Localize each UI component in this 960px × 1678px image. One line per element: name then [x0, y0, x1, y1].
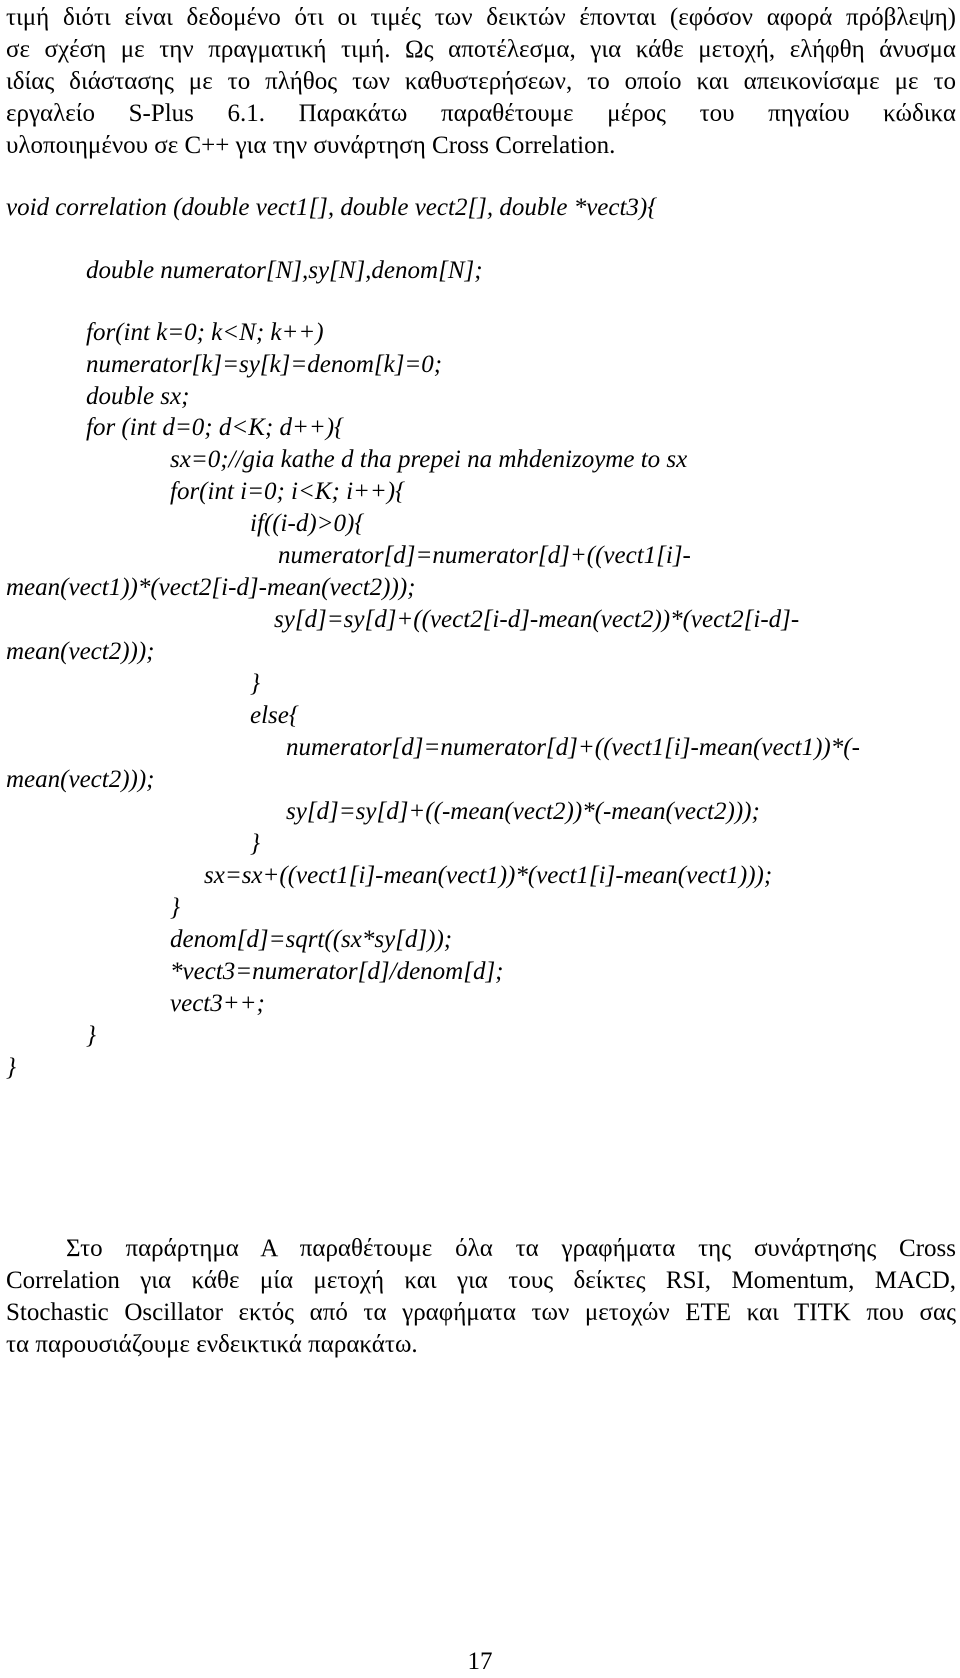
code-line: numerator[k]=sy[k]=denom[k]=0;: [86, 351, 443, 378]
intro-line: υλοποιημένου σε C++ για την συνάρτηση Cross Correlation.: [6, 132, 616, 159]
code-line: for(int i=0; i<K; i++){: [170, 478, 406, 505]
intro-line: τιμή διότι είναι δεδομένο ότι οι τιμές των δεικτών έπονται (εφόσον αφορά πρόβλεψη): [6, 4, 956, 31]
code-line: double numerator[N],sy[N],denom[N];: [86, 257, 483, 284]
code-line: sy[d]=sy[d]+((vect2[i-d]-mean(vect2))*(vect2[i-d]-: [274, 606, 800, 633]
closing-line: Stochastic Oscillator εκτός από τα γραφήματα των μετοχών ΕΤΕ και ΤΙΤΚ που σας: [6, 1299, 956, 1326]
code-line: mean(vect2)));: [6, 766, 155, 793]
code-line: if((i-d)>0){: [250, 510, 365, 537]
code-line: vect3++;: [170, 990, 265, 1017]
code-line: else{: [250, 702, 299, 729]
code-line: mean(vect1))*(vect2[i-d]-mean(vect2)));: [6, 574, 416, 601]
code-line: }: [6, 1054, 16, 1081]
code-line: sx=0;//gia kathe d tha prepei na mhdenizoyme to sx: [170, 446, 688, 473]
code-line: *vect3=numerator[d]/denom[d];: [170, 958, 504, 985]
code-line: sy[d]=sy[d]+((-mean(vect2))*(-mean(vect2)));: [286, 798, 760, 825]
closing-line: Correlation για κάθε μία μετοχή και για τους δείκτες RSI, Momentum, MACD,: [6, 1267, 956, 1294]
closing-line: Στο παράρτημα Α παραθέτουμε όλα τα γραφήματα της συνάρτησης Cross: [66, 1235, 956, 1262]
closing-line: τα παρουσιάζουμε ενδεικτικά παρακάτω.: [6, 1331, 418, 1358]
code-line: }: [86, 1022, 96, 1049]
code-line: }: [250, 830, 260, 857]
code-line: numerator[d]=numerator[d]+((vect1[i]-: [278, 542, 691, 569]
code-line: for(int k=0; k<N; k++): [86, 319, 324, 346]
code-line: numerator[d]=numerator[d]+((vect1[i]-mean(vect1))*(-: [286, 734, 860, 761]
code-line: sx=sx+((vect1[i]-mean(vect1))*(vect1[i]-mean(vect1)));: [204, 862, 773, 889]
code-line: }: [170, 894, 180, 921]
intro-line: σε σχέση με την πραγματική τιμή. Ως αποτέλεσμα, για κάθε μετοχή, ελήφθη άνυσμα: [6, 36, 956, 63]
intro-line: εργαλείο S-Plus 6.1. Παρακάτω παραθέτουμε μέρος του πηγαίου κώδικα: [6, 100, 956, 127]
code-line: }: [250, 670, 260, 697]
code-line: for (int d=0; d<K; d++){: [86, 414, 345, 441]
intro-line: ιδίας διάστασης με το πλήθος των καθυστερήσεων, το οποίο και απεικονίσαμε με το: [6, 68, 956, 95]
code-line: denom[d]=sqrt((sx*sy[d]));: [170, 926, 453, 953]
page-number: 17: [467, 1648, 493, 1675]
code-line: void correlation (double vect1[], double vect2[], double *vect3){: [6, 194, 658, 221]
code-line: double sx;: [86, 383, 190, 410]
code-line: mean(vect2)));: [6, 638, 155, 665]
